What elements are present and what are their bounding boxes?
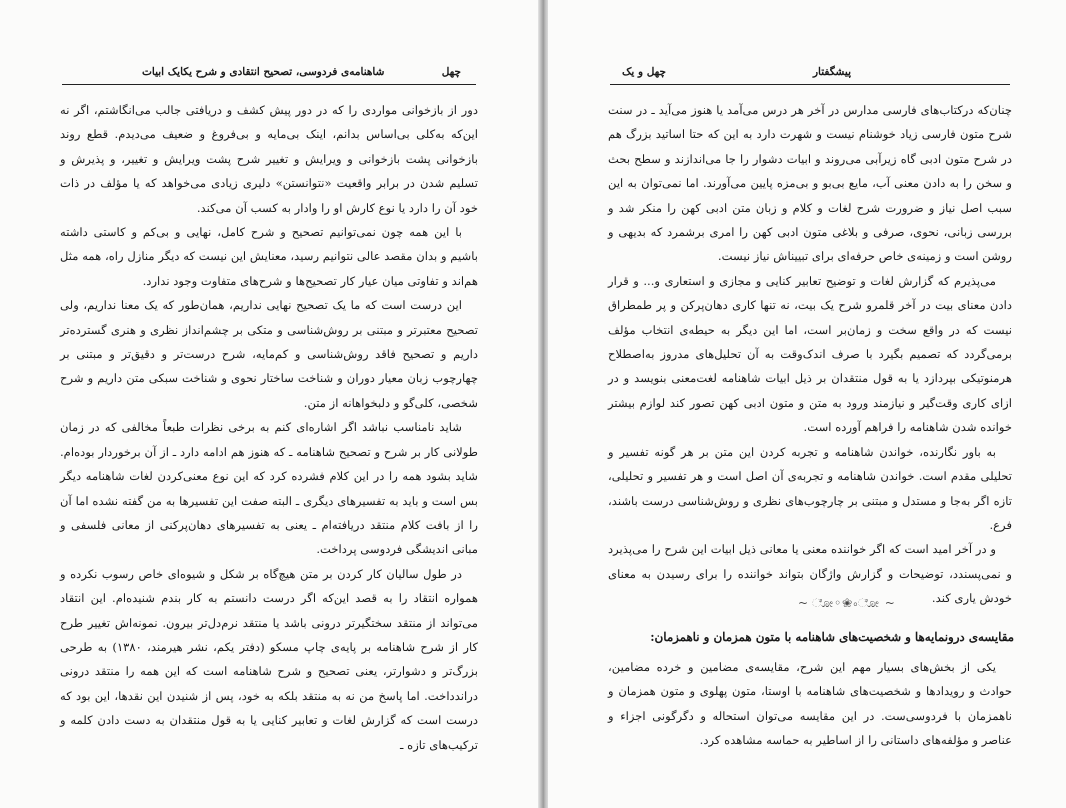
left-paragraph-5: در طول سالیان کار کردن بر متن هیچ‌گاه بر شکل و شیوه‌ای خاص رسوب نکرده و همواره انتقاد را به قصد این‌که اگر درست دانستم به کار بندم شنیده‌ام. این انتقاد می‌تواند از منتقد سختگیرتر درونی باشد یا منتقد نرم‌دل‌تر بیرون. نمونه‌اش تغییر طرح کار از شرح شاهنامه بر پایه‌ی چاپ مسکو (دفتر یکم، نشر هیرمند، ۱۳۸۰) به طرحی بزرگ‌تر و دشوارتر، یعنی تصحیح و شرح شاهنامه است که این همه را منتقد درونی دراندداخت. اما پاسخ من نه به منتقد بلکه به خود، پس از شنیدن این نقدها، این بود که درست است که گزارش لغات و تعابیر کنایی یا به قول منتقدان به دست دادن کلمه و ترکیب‌های تازه ـ — [60, 566, 478, 752]
left-paragraph-3: این درست است که ما یک تصحیح نهایی نداریم، همان‌طور که یک معنا نداریم، ولی تصحیح معتبرتر و مبتنی بر روش‌شناسی و متکی بر چشم‌انداز نظری و هنری گسترده‌تر داریم و تصحیح فاقد روش‌شناسی و کم‌مایه، شرح درست‌تر و دقیق‌تر و مبتنی بر چهارچوب زبان معیار دوران و شناخت ساختار نحوی و شناخت سبکی متن داریم و شرح شخصی، کلی‌گو و دلبخواهانه از متن. — [60, 298, 478, 410]
section-divider-ornament: ~ ೋ◦❀◦ೋ ~ — [798, 596, 896, 610]
left-page-header — [0, 66, 540, 84]
right-page-number: چهل و یک — [622, 66, 666, 78]
left-paragraph-2: با این همه چون نمی‌توانیم تصحیح و شرح کامل، نهایی و بی‌کم و کاستی داشته باشیم و بدان مقصد عالی نتوانیم رسید، معنایش این نیست که دیگر منازل راه، همه مثل هم‌اند و تفاوتی میان عیار کار تصحیح‌ها و شرح‌های متفاوت وجود ندارد. — [60, 225, 478, 288]
section-paragraph: یکی از بخش‌های بسیار مهم این شرح، مقایسه‌ی مضامین و خرده مضامین، حوادث و رویدادها و شخصیت‌های شاهنامه با اوستا، متون پهلوی و متون همزمان و ناهمزمان با فردوسی‌ست. در این مقایسه می‌توان استحاله و دگرگونی اجزاء و عناصر و مؤلفه‌های داستانی را از اساطیر به حماسه مشاهده کرد. — [608, 660, 1012, 748]
right-page — [548, 0, 1066, 808]
right-paragraph-4: و در آخر امید است که اگر خواننده معنی یا معانی ذیل ابیات این شرح را می‌پذیرد و نمی‌پسندد، توضیحات و گزارش واژگان بتواند خواننده را برای رسیدن به معنای خودش یاری کند. — [608, 542, 1012, 606]
left-paragraph-1: دور از بازخوانی مواردی را که در دور پیش کشف و دریافتی جالب می‌انگاشتم، اگر نه این‌که به‌کلی بی‌اساس بدانم، اینک بی‌مایه و بی‌فروغ و ضعیف می‌دیدم. قطع روند بازخوانی پشت بازخوانی و ویرایش و تغییر شرح پشت ویرایش و تغییر، و پذیرش و تسلیم شدن در برابر واقعیت «نتوانستن» دلیری زیادی می‌خواهد که یا مؤلف در ذات خود آن را دارد یا نوع کارش او را وادار به کسب آن می‌کند. — [60, 103, 478, 215]
right-header-rule — [610, 84, 1010, 85]
right-paragraph-2: می‌پذیرم که گزارش لغات و توضیح تعابیر کنایی و مجازی و استعاری و... و قرار دادن معنای بیت در آخر قلمرو شرح یک بیت، نه تنها کاری دهان‌پرکن و پر طمطراق نیست که در واقع سخت و زمان‌بر است، اما این دیگر به حیطه‌ی انتخاب مؤلف برمی‌گردد که تصمیم بگیرد با صرف اندک‌وقت به آن تحلیل‌های مدروز به‌اصطلاح هرمنوتیکی بپردازد یا به قول منتقدان بر ذیل ابیات شاهنامه لغت‌معنی بنویسد و در ازای کاری وقت‌گیر و نیازمند ورود به متن و متون ادبی کهن تصور کند لوازم بیشتر خوانده شدن شاهنامه را فراهم آورده است. — [608, 273, 1012, 435]
section-heading: مقایسه‌ی درونمایه‌ها و شخصیت‌های شاهنامه با متون همزمان و ناهمزمان: — [650, 630, 1014, 644]
right-paragraph-1: چنان‌که درکتاب‌های فارسی مدارس در آخر هر درس می‌آمد یا هنوز می‌آید ـ در سنت شرح متون فارسی زیاد خوشنام نیست و شهرت دارد به این که حتا اساتید بزرگ هم در شرح متون ادبی گاه زیرآبی می‌روند و ابیات دشوار را جا می‌اندازند و سطح بحث و سخن را به دادن معنی آب، مایع بی‌بو و بی‌مزه پایین می‌آورند. اما نمی‌توان به این سبب اصل نیاز و ضرورت شرح لغات و کلام و زبان متن ادبی کهن را منکر شد و بررسی زبانی، نحوی، صرفی و بلاغی متون ادبی کهن را امری برشمرد که بدیهی و روشن است و زمینه‌ی خاص حرفه‌ای برای تبییناش نیاز نیست. — [608, 103, 1012, 264]
left-page-body — [60, 98, 478, 798]
right-page-body — [608, 98, 1012, 606]
left-running-title: شاهنامه‌ی فردوسی، تصحیح انتقادی و شرح یکایک ابیات — [142, 66, 385, 78]
section-body — [608, 655, 1012, 805]
right-page-header — [548, 66, 1066, 84]
left-page-number: چهل — [441, 66, 461, 78]
right-paragraph-3: به باور نگارنده، خواندن شاهنامه و تجربه کردن این متن بر هر گونه تفسیر و تحلیلی مقدم است. خواندن شاهنامه و تجربه‌ی آن اصل است و هر تفسیر و تحلیلی، تازه اگر به‌جا و مستدل و مبتنی بر چارچوب‌های نظری و روش‌شناسی درست باشند، فرع. — [608, 444, 1012, 532]
left-header-rule — [62, 84, 476, 85]
right-running-title: پیشگفتار — [812, 66, 851, 78]
left-paragraph-4: شاید نامناسب نباشد اگر اشاره‌ای کنم به برخی نظرات طبعاً مخالفی که در زمان طولانی کار بر شرح و تصحیح شاهنامه ـ که هنوز هم ادامه دارد ـ از آن برخوردار بوده‌ام. شاید بشود همه را در این کلام فشرده کرد که این نوع معنی‌کردن لغات شاهنامه دیگر بس است و باید به تفسیرهای دیگری ـ البته صفت این تفسیرها به من گفته نشده اما آن را از بافت کلام منتقد دریافته‌ام ـ یعنی به تفسیرهای دهان‌پرکنی از معانی فلسفی و مبانی اندیشگی فردوسی پرداخت. — [60, 420, 478, 557]
